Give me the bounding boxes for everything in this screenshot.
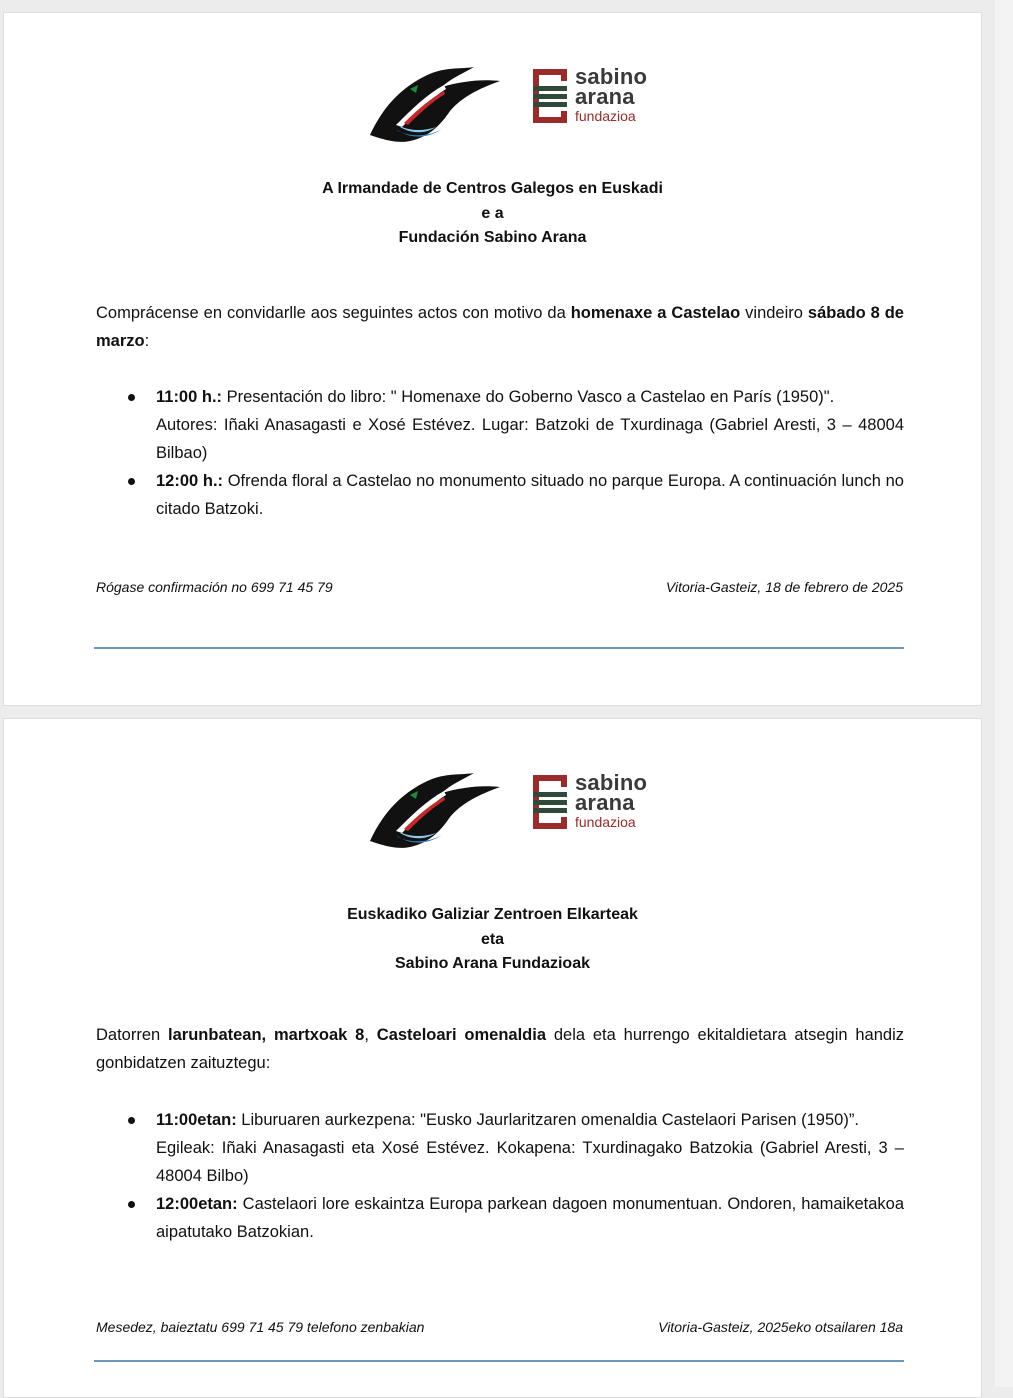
sabino-arana-mark-icon: [531, 67, 569, 125]
rsvp-note: Rógase confirmación no 699 71 45 79: [96, 579, 333, 595]
events-list: [96, 383, 904, 523]
event-time: 11:00etan:: [156, 1111, 237, 1129]
list-item: [96, 1106, 904, 1190]
logo-word-fundazioa: fundazioa: [575, 108, 636, 124]
intro-bold: sábado 8 de marzo: [96, 304, 904, 350]
heading-line: e a: [481, 204, 504, 222]
logo-word-sabino: sabino: [575, 64, 648, 89]
place-date: Vitoria-Gasteiz, 2025eko otsailaren 18a: [658, 1319, 903, 1335]
intro-text: dela eta hurrengo ekitaldietara atsegin handiz gonbidatzen zaituztegu:: [96, 1026, 904, 1072]
intro-text: Comprácense en convidarlle aos seguintes actos con motivo da: [96, 304, 571, 322]
bullet-icon: [128, 394, 135, 401]
event-time: 12:00etan:: [156, 1195, 238, 1213]
intro-text: Datorren: [96, 1026, 169, 1044]
intro-paragraph: [96, 1021, 904, 1077]
divider: [94, 1360, 904, 1362]
bullet-icon: [128, 1201, 135, 1208]
sabino-arana-logo: [531, 770, 691, 837]
heading-line: Euskadiko Galiziar Zentroen Elkarteak: [347, 906, 638, 923]
event-text: Ofrenda floral a Castelao no monumento situado no parque Europa. A continuación lunch no citado Batzoki.: [156, 472, 904, 518]
logo-word-arana: arana: [575, 84, 635, 109]
logo-word-sabino: sabino: [575, 770, 648, 795]
divider: [94, 647, 904, 649]
logo-row: [4, 65, 981, 155]
rsvp-note: Mesedez, baieztatu 699 71 45 79 telefono zenbakian: [96, 1319, 425, 1335]
event-text: Liburuaren aurkezpena: "Eusko Jaurlaritzaren omenaldia Castelaori Parisen (1950)”.: [236, 1111, 859, 1129]
event-details: Autores: Iñaki Anasagasti e Xosé Estévez. Lugar: Batzoki de Txurdinaga (Gabriel Aresti, 3 – 48004 Bilbao): [156, 416, 904, 462]
heading-line: Fundación Sabino Arana: [398, 229, 587, 246]
intro-text: ,: [364, 1026, 377, 1044]
bullet-icon: [128, 478, 135, 485]
document-page-galician: [3, 12, 982, 706]
heading-line: A Irmandade de Centros Galegos en Euskadi: [322, 180, 663, 197]
list-item: [96, 383, 904, 467]
invitation-heading: [4, 903, 981, 977]
logo-row: [4, 771, 981, 861]
swallow-logo-icon: [366, 771, 502, 853]
sabino-arana-logo: [531, 64, 691, 131]
logo-word-fundazioa: fundazioa: [575, 814, 636, 830]
heading-line: Sabino Arana Fundazioak: [395, 955, 590, 972]
event-time: 12:00 h.:: [156, 472, 224, 490]
list-item: [96, 467, 904, 523]
invitation-heading: [4, 177, 981, 251]
events-list: [96, 1106, 904, 1246]
list-item: [96, 1190, 904, 1246]
swallow-logo-icon: [366, 65, 502, 147]
intro-text: vindeiro: [740, 304, 808, 322]
document-page-basque: [3, 718, 982, 1398]
intro-bold: Casteloari omenaldia: [376, 1026, 547, 1044]
intro-paragraph: [96, 299, 904, 355]
intro-bold: larunbatean, martxoak 8: [168, 1026, 365, 1044]
bullet-icon: [128, 1117, 135, 1124]
logo-word-arana: arana: [575, 790, 635, 815]
event-time: 11:00 h.:: [156, 388, 223, 406]
intro-text: :: [144, 332, 150, 350]
event-text: Castelaori lore eskaintza Europa parkean dagoen monumentuan. Ondoren, hamaiketakoa aipatutako Batzokian.: [156, 1195, 904, 1241]
event-text: Presentación do libro: " Homenaxe do Goberno Vasco a Castelao en París (1950)".: [222, 388, 835, 406]
event-details: Egileak: Iñaki Anasagasti eta Xosé Estévez. Kokapena: Txurdinagako Batzokia (Gabriel Aresti, 3 – 48004 Bilbo): [156, 1139, 904, 1185]
heading-line: eta: [480, 930, 505, 948]
intro-bold: homenaxe a Castelao: [570, 304, 741, 322]
sabino-arana-mark-icon: [531, 773, 569, 831]
scrollbar[interactable]: [995, 0, 1013, 1387]
place-date: Vitoria-Gasteiz, 18 de febrero de 2025: [665, 579, 903, 595]
